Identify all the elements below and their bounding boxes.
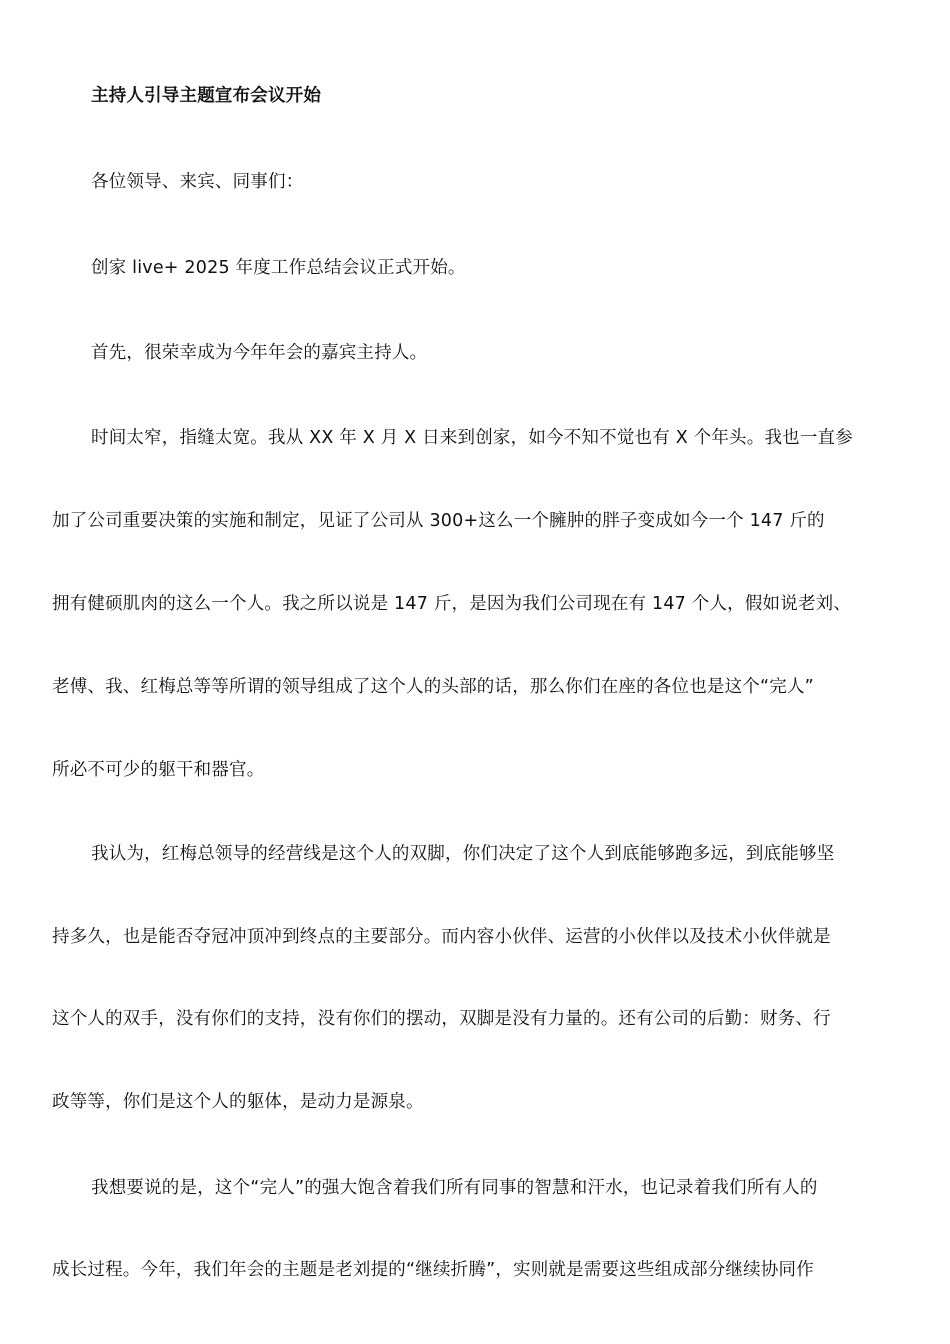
paragraph-line: 拥有健硕肌肉的这么一个人。我之所以说是 147 斤，是因为我们公司现在有 147 个人，假如说老刘、: [52, 594, 852, 614]
paragraph-line: 老傅、我、红梅总等等所谓的领导组成了这个人的头部的话，那么你们在座的各位也是这个“完人”: [52, 677, 814, 697]
paragraph-line: 我想要说的是，这个“完人”的强大饱含着我们所有同事的智慧和汗水，也记录着我们所有人的: [91, 1178, 818, 1198]
paragraph-line: 所必不可少的躯干和器官。: [52, 760, 265, 780]
greeting-paragraph: 各位领导、来宾、同事们：: [91, 172, 304, 192]
paragraph-line: 加了公司重要决策的实施和制定，见证了公司从 300+这么一个臃肿的胖子变成如今一个 147 斤的: [52, 511, 825, 531]
intro-paragraph: 首先，很荣幸成为今年年会的嘉宾主持人。: [91, 343, 428, 363]
paragraph-line: 这个人的双手，没有你们的支持，没有你们的摆动，双脚是没有力量的。还有公司的后勤：财务、行: [52, 1009, 831, 1029]
paragraph-line: 时间太窄，指缝太宽。我从 XX 年 X 月 X 日来到创家，如今不知不觉也有 X 个年头。我也一直参: [91, 428, 853, 448]
paragraph-line: 持多久，也是能否夺冠冲顶冲到终点的主要部分。而内容小伙伴、运营的小伙伴以及技术小伙伴就是: [52, 927, 831, 947]
opening-paragraph: 创家 live+ 2025 年度工作总结会议正式开始。: [91, 258, 466, 278]
document-heading: 主持人引导主题宣布会议开始: [91, 86, 322, 106]
paragraph-line: 我认为，红梅总领导的经营线是这个人的双脚，你们决定了这个人到底能够跑多远，到底能够坚: [91, 844, 835, 864]
paragraph-line: 政等等，你们是这个人的躯体，是动力是源泉。: [52, 1092, 424, 1112]
paragraph-line: 成长过程。今年，我们年会的主题是老刘提的“继续折腾”，实则就是需要这些组成部分继续协同作: [52, 1260, 814, 1280]
